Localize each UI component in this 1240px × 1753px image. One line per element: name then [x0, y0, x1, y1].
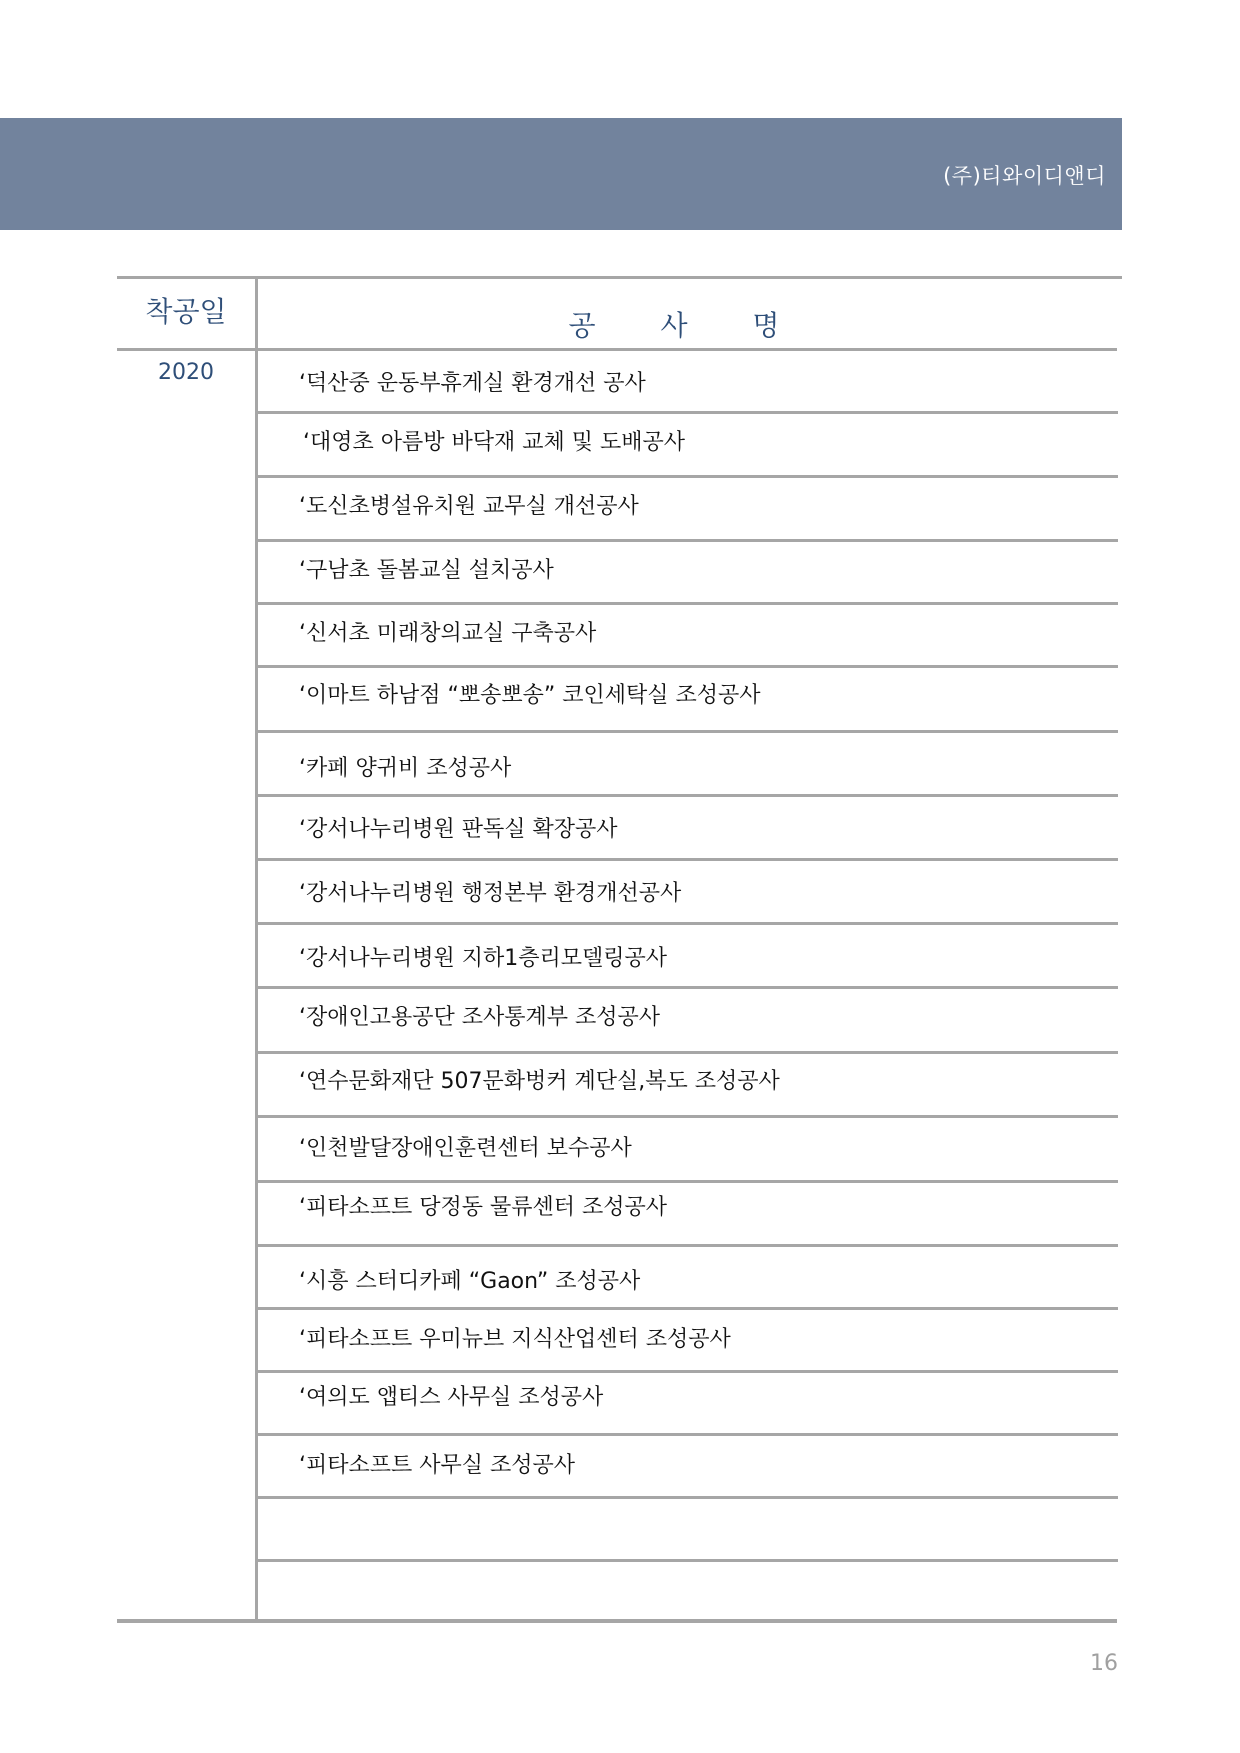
project-name: ‘강서나누리병원 판독실 확장공사	[299, 817, 618, 842]
project-name: ‘신서초 미래창의교실 구축공사	[299, 621, 597, 646]
table-row	[258, 542, 1118, 605]
table-row	[258, 733, 1118, 797]
table-row	[258, 1183, 1118, 1247]
table-row	[258, 1054, 1118, 1118]
project-name: ‘여의도 앱티스 사무실 조성공사	[299, 1385, 604, 1410]
table-row	[258, 351, 1118, 414]
project-name: ‘대영초 아름방 바닥재 교체 및 도배공사	[303, 430, 685, 455]
table-row-empty	[258, 1562, 1118, 1624]
project-name: ‘장애인고용공단 조사통계부 조성공사	[299, 1005, 661, 1030]
year-cell: 2020	[158, 360, 214, 385]
project-name: ‘피타소프트 우미뉴브 지식산업센터 조성공사	[299, 1327, 731, 1352]
page-number: 16	[1090, 1651, 1118, 1676]
project-name: ‘강서나누리병원 지하1층리모델링공사	[299, 946, 668, 971]
project-name: ‘이마트 하남점 “뽀송뽀송” 코인세탁실 조성공사	[299, 683, 761, 708]
project-list	[258, 351, 1118, 1624]
company-name: (주)티와이디앤디	[943, 164, 1106, 188]
table-row	[258, 925, 1118, 989]
table-row	[258, 414, 1118, 478]
table-row	[258, 989, 1118, 1054]
project-name: ‘도신초병설유치원 교무실 개선공사	[299, 494, 639, 519]
table-row	[258, 797, 1118, 861]
project-name: ‘덕산중 운동부휴게실 환경개선 공사	[299, 371, 646, 396]
table-row	[258, 605, 1118, 668]
project-name: ‘강서나누리병원 행정본부 환경개선공사	[299, 881, 682, 906]
project-name: ‘시흥 스터디카페 “Gaon” 조성공사	[299, 1269, 641, 1294]
project-name: ‘인천발달장애인훈련센터 보수공사	[299, 1136, 632, 1161]
project-name: ‘구남초 돌봄교실 설치공사	[299, 558, 554, 583]
column-header-start-date: 착공일	[145, 295, 227, 328]
table-row	[258, 1247, 1118, 1310]
column-header-project-name: 공 사 명	[568, 309, 808, 342]
table-top-rule	[117, 276, 1122, 279]
table-row	[258, 478, 1118, 542]
project-name: ‘연수문화재단 507문화벙커 계단실,복도 조성공사	[299, 1069, 780, 1094]
construction-table	[117, 276, 1122, 1626]
project-name: ‘피타소프트 사무실 조성공사	[299, 1453, 576, 1478]
table-bottom-rule	[117, 1619, 1117, 1623]
table-row	[258, 1373, 1118, 1436]
project-name: ‘카페 양귀비 조성공사	[299, 756, 512, 781]
table-row-empty	[258, 1499, 1118, 1562]
header-band	[0, 118, 1122, 230]
table-row	[258, 1310, 1118, 1373]
table-row	[258, 668, 1118, 733]
project-name: ‘피타소프트 당정동 물류센터 조성공사	[299, 1195, 668, 1220]
table-row	[258, 1118, 1118, 1183]
table-row	[258, 861, 1118, 925]
table-row	[258, 1436, 1118, 1499]
